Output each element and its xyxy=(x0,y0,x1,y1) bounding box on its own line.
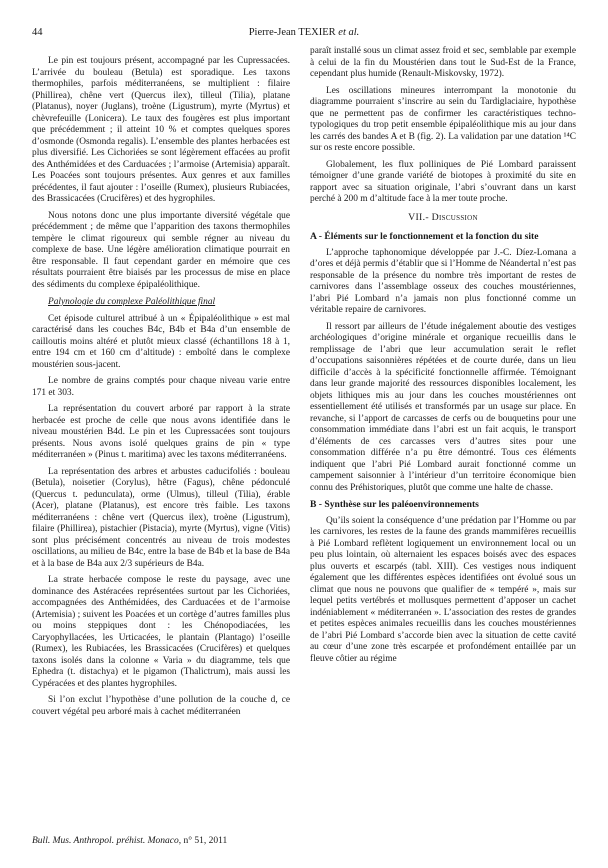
paragraph: La strate herbacée compose le reste du paysage, avec une dominance des Astéracées représentées surtout par les Cichoriées, accompagnées des Anthémidées, des Carduacées et de l’armoise (Artemisia) ; suivent les Poacées et un cortège d’autres familles plus ou moins steppiques dont : les Chénopodiacées, les Caryophyllacées, les Urticacées, le plantain (Plantago) l’oseille (Rumex), les Rubiacées, les Brassicacées (Crucifères) et quelques taxons isolés dans la colonne « Varia » du diagramme, tels que Ephedra (t. distachya) et le pigamon (Thalictrum), mais aussi les Cypéracées et des plantes hygrophiles. xyxy=(32,575,290,689)
paragraph: La représentation du couvert arboré par rapport à la strate herbacée est proche de celle que nous avons identifiée dans le niveau moustérien B4d. Le pin et les Cupressacées sont toujours présents. Nous avons isolé quelques grains de pin « type méditerranéen » (Pinus t. maritima) avec les taxons méditerranéens. xyxy=(32,404,290,460)
section-heading xyxy=(310,212,576,224)
footer-citation xyxy=(32,836,227,846)
journal-name: Bull. Mus. Anthropol. préhist. Monaco xyxy=(32,836,179,846)
paragraph: Nous notons donc une plus importante diversité végétale que précédemment ; de même que l’apparition des taxons thermophiles tempère le climat rigoureux qui semble régner au niveau du complexe de base. Une légère amélioration climatique pourrait en être responsable. Il faut cependant garder en mémoire que ces résultats pourraient être biaisés par les processus de mise en place des sédiments du complexe épipaléolithique. xyxy=(32,210,290,290)
paragraph: Qu’ils soient la conséquence d’une prédation par l’Homme ou par les carnivores, les restes de la faune des grands mammifères recueillis à Pié Lombard reflètent logiquement un environnement local ou un peu plus lointain, où alternaient les espaces boisés avec des espaces plus ouverts et escarpés (tabl. XIII). Ces vestiges nous indiquent également que les différentes espèces identifiées ont évolué sous un climat que nous ne pouvons que qualifier de « tempéré », mais sur lequel petits vertébrés et mollusques permettent d’apposer un cachet indéniablement « méditerranéen ». L’association des restes de grandes et petites espèces animales recueillis dans les couches moustériennes de l’abri Pié Lombard s’accorde bien avec la situation de cette cavité au cœur d’une zone très escarpée et profondément entaillée par un fleuve côtier au régime xyxy=(310,515,576,664)
paragraph: Le nombre de grains comptés pour chaque niveau varie entre 171 et 303. xyxy=(32,376,290,398)
paragraph: paraît installé sous un climat assez froid et sec, semblable par exemple à celui de la fin du Moustérien dans tout le Sud-Est de la France, cependant plus humide (Renault-Miskovsky, 1972). xyxy=(310,46,576,79)
paragraph: Le pin est toujours présent, accompagné par les Cupressacées. L’arrivée du bouleau (Betula) est sporadique. Les taxons thermophiles, parfois méditerranéens, se multiplient : filaire (Phillirea), chêne vert (Quercus ilex), tilleul (Tilia), platane (Platanus), noyer (Juglans), troène (Ligustrum), myrte (Myrtus) et chèvrefeuille (Lonicera). Le taux des fougères est plus important que précédemment ; il atteint 10 % et comptes quelques spores d’osmonde (Osmonda regalis). L’ensemble des plantes herbacées est plus diversifié. Les Cichoriées se sont légèrement effacées au profit des Anthémidées et des Carduacées ; l’armoise (Artemisia) apparaît. Les Poacées sont toujours présentes. Aux genres et aux familles précédentes, il faut ajouter : l’oseille (Rumex), plusieurs Rubiacées, des Brassicacées (Crucifères) et des hygrophiles. xyxy=(32,56,290,204)
paragraph: La représentation des arbres et arbustes caducifoliés : bouleau (Betula), noisetier (Corylus), hêtre (Fagus), chêne pédonculé (Quercus t. pedunculata), orme (Ulmus), tilleul (Tilia), érable (Acer), platane (Platanus), est encore très faible. Les taxons méditerranéens : chêne vert (Quercus ilex), troène (Ligustrum), filaire (Phillirea), pistachier (Pistacia), myrte (Myrtus), vigne (Vitis) sont plus précisément concentrés au niveau de trois modestes oscillations, au milieu de B4c, entre la base de B4b et la base de B4a et à la base de B4a aux 2/3 supérieurs de B4a. xyxy=(32,466,290,569)
author-name: Pierre-Jean TEXIER xyxy=(248,27,336,38)
left-column xyxy=(32,56,290,723)
et-al: et al. xyxy=(338,27,360,38)
paragraph: Globalement, les flux polliniques de Pié Lombard paraissent témoigner d’une grande variété de biotopes à proximité du site en rapport avec sa situation originale, l’abri s’ouvrant dans un karst perché à 200 m d’altitude face à la mer toute proche. xyxy=(310,159,576,204)
paragraph: Les oscillations mineures interrompant la monotonie du diagramme pourraient s’inscrire au sein du Tardiglaciaire, hypothèse que ne permettent pas de confirmer les caractéristiques techno-typologiques du trop petit ensemble épipaléolithique mis au jour dans les carrés des bandes A et B (fig. 2). La validation par une datation ¹⁴C sur os reste encore possible. xyxy=(310,85,576,153)
subsection-heading-a: A - Éléments sur le fonctionnement et la fonction du site xyxy=(310,231,539,242)
paragraph: Il ressort par ailleurs de l’étude inégalement aboutie des vestiges archéologiques d’origine minérale et organique recueillis dans le remplissage de l’abri que leur accumulation serait le reflet d’occupations saisonnières répétées et de courte durée, dans un lieu difficile d’accès à la spécificité fonctionnelle affirmée. Témoignant dans leur grande majorité des ressources disponibles localement, les objets lithiques mis au jour dans les couches moustériennes ont essentiellement été utilisés et transformés par un usage sur place. En revanche, si l’apport de carcasses de cerfs ou de bouquetins pour une consommation immédiate dans l’abri est un fait acquis, le transport d’éléments de ces carcasses vers d’autres sites pour une consommation différée n’a pu être démontré. Tous ces éléments indiquent que l’abri Pié Lombard aurait fonctionné comme un campement saisonnier à l’intérieur d’un territoire économique bien connu des Préhistoriques, plutôt que comme une halte de chasse. xyxy=(310,321,576,493)
right-column xyxy=(310,46,576,670)
page-number: 44 xyxy=(32,27,43,38)
journal-issue: , n° 51, 2011 xyxy=(178,836,228,846)
paragraph: Si l’on exclut l’hypothèse d’une pollution de la couche d, ce couvert végétal peu arboré mais à cachet méditerranéen xyxy=(32,695,290,717)
paragraph: L’approche taphonomique développée par J.-C. Díez-Lomana a d’ores et déjà permis d’établir que si l’Homme de Néandertal n’est pas responsable de la présence du nombre très important de restes de carnivores dans l’assemblage osseux des couches moustériennes, l’abri Pié Lombard n’a jamais non plus fonctionné comme un véritable repaire de carnivores. xyxy=(310,247,576,315)
running-head xyxy=(0,27,608,38)
section-title: Discussion xyxy=(431,211,478,223)
paragraph: Cet épisode culturel attribué à un « Épipaléolithique » est mal caractérisé dans les couches B4c, B4b et B4a d’un ensemble de cailloutis moins altéré et plutôt mieux classé (échantillons 18 à 1, entre 194 cm et 160 cm d’altitude) : emboîté dans le complexe moustérien sous-jacent. xyxy=(32,313,290,370)
subsection-heading-b: B - Synthèse sur les paléoenvironnements xyxy=(310,499,479,510)
section-number: VII.- xyxy=(408,211,432,223)
subsection-title: Palynologie du complexe Paléolithique final xyxy=(48,297,216,307)
